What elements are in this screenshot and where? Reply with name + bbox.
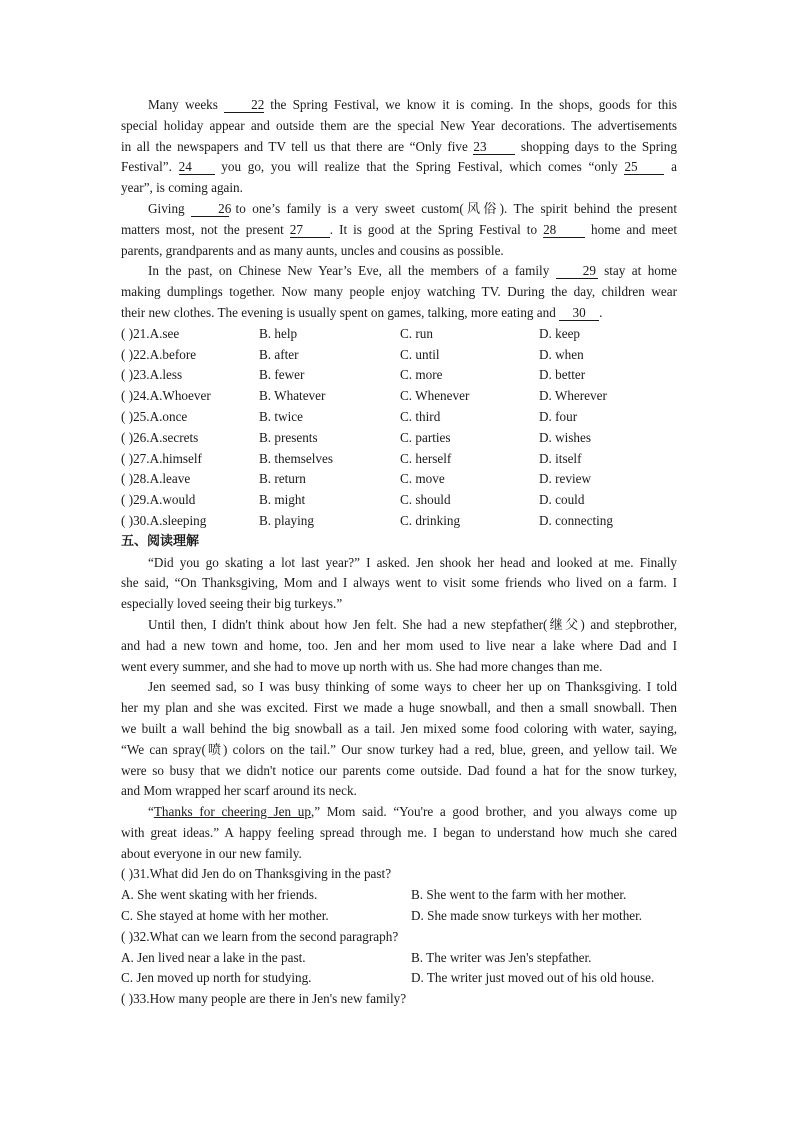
option-d[interactable]: D. review: [539, 471, 591, 487]
text: the Spring Festival, we know it is coming. In the shops, goods for this: [264, 97, 677, 112]
option-row-23: [121, 365, 677, 386]
text: In the past, on Chinese New Year’s Eve, all the members of a family: [148, 263, 556, 279]
text: home and meet: [585, 221, 678, 237]
reading-line: especially loved seeing their big turkeys.”: [121, 596, 343, 612]
option-d[interactable]: D. She made snow turkeys with her mother.: [411, 908, 643, 924]
reading-line: she said, “On Thanksgiving, Mom and I always went to visit some friends who lived on a farm. I: [121, 575, 677, 591]
option-d[interactable]: D. Wherever: [539, 388, 607, 404]
option-c[interactable]: C. Jen moved up north for studying.: [121, 970, 312, 986]
text: you go, you will realize that the Spring Festival, which comes “only: [214, 159, 625, 175]
text: Many weeks: [148, 97, 225, 112]
underlined-phrase: Thanks for cheering Jen up: [153, 804, 311, 820]
option-a[interactable]: ( )30.A.sleeping: [121, 512, 207, 528]
option-b[interactable]: B. themselves: [259, 450, 333, 466]
blank-23: 23: [473, 139, 515, 155]
option-d[interactable]: D. could: [539, 492, 585, 508]
text: Giving: [148, 200, 192, 216]
option-b[interactable]: B. return: [259, 471, 306, 487]
option-d[interactable]: D. keep: [539, 325, 581, 341]
question-32-stem: ( )32.What can we learn from the second paragraph?: [121, 928, 399, 944]
text: “: [148, 804, 154, 820]
reading-line: Until then, I didn't think about how Jen felt. She had a new stepfather(继父) and stepbrother,: [148, 616, 677, 632]
reading-line: Jen seemed sad, so I was busy thinking of some ways to cheer her up on Thanksgiving. I told: [148, 679, 677, 695]
cloze-p2-line1: [121, 199, 677, 220]
option-c[interactable]: C. run: [400, 325, 433, 341]
option-row-30: [121, 511, 677, 532]
option-b[interactable]: B. presents: [259, 429, 318, 445]
option-row-29: [121, 490, 677, 511]
option-b[interactable]: B. twice: [259, 408, 303, 424]
option-a[interactable]: ( )27.A.himself: [121, 450, 202, 466]
option-c[interactable]: C. Whenever: [400, 388, 470, 404]
option-b[interactable]: B. Whatever: [259, 388, 326, 404]
option-c[interactable]: C. drinking: [400, 512, 461, 528]
option-b[interactable]: B. The writer was Jen's stepfather.: [411, 949, 592, 965]
option-c[interactable]: C. parties: [400, 429, 451, 445]
option-a[interactable]: ( )21.A.see: [121, 325, 180, 341]
reading-line: and had a new town and home, too. Jen and her mom used to live near a lake where Dad and I: [121, 637, 677, 653]
cloze-p2-line3: parents, grandparents and as many aunts, uncles and cousins as possible.: [121, 242, 504, 258]
option-b[interactable]: B. help: [259, 325, 298, 341]
cloze-p1-line3: [121, 137, 677, 158]
option-d[interactable]: D. The writer just moved out of his old house.: [411, 970, 655, 986]
reading-line: went every summer, and she had to move up north with us. She had more changes than me.: [121, 658, 603, 674]
option-d[interactable]: D. when: [539, 346, 584, 362]
text: stay at home: [597, 263, 678, 279]
exam-page: [121, 95, 677, 1010]
option-c[interactable]: C. move: [400, 471, 445, 487]
option-d[interactable]: D. connecting: [539, 512, 613, 528]
cloze-p3-line1: [121, 261, 677, 282]
blank-24: 24: [179, 159, 215, 175]
cloze-options: [121, 324, 677, 532]
option-a[interactable]: ( )22.A.before: [121, 346, 197, 362]
question-31-options-ab: [121, 885, 677, 906]
option-a[interactable]: A. Jen lived near a lake in the past.: [121, 949, 306, 965]
blank-26: 26: [191, 201, 229, 217]
option-c[interactable]: C. third: [400, 408, 441, 424]
blank-22: 22: [224, 97, 264, 113]
option-row-28: [121, 469, 677, 490]
option-c[interactable]: C. should: [400, 492, 451, 508]
reading-line: with great ideas.” A happy feeling spread through me. I began to understand how much she cared: [121, 824, 677, 840]
cloze-p1-line4: [121, 157, 677, 178]
option-row-26: [121, 428, 677, 449]
option-row-22: [121, 345, 677, 366]
reading-last-para-line1: [121, 802, 677, 823]
text: to one’s family is a very sweet custom(风俗). The spirit behind the present: [229, 200, 677, 216]
option-row-27: [121, 449, 677, 470]
text: shopping days to the Spring: [515, 138, 677, 154]
option-a[interactable]: ( )24.A.Whoever: [121, 388, 211, 404]
option-row-25: [121, 407, 677, 428]
cloze-p3-line2: making dumplings together. Now many people enjoy watching TV. During the day, children wear: [121, 284, 677, 300]
cloze-p1-line1: [121, 95, 677, 116]
cloze-p1-line2: special holiday appear and outside them are the special New Year decorations. The advertisements: [121, 117, 677, 133]
option-b[interactable]: B. after: [259, 346, 299, 362]
text: a: [664, 159, 677, 175]
cloze-p2-line2: [121, 220, 677, 241]
option-d[interactable]: D. itself: [539, 450, 582, 466]
question-31-options-cd: [121, 906, 677, 927]
reading-line: “Did you go skating a lot last year?” I asked. Jen shook her head and looked at me. Finally: [148, 554, 677, 570]
option-a[interactable]: ( )29.A.would: [121, 492, 196, 508]
question-31-stem: ( )31.What did Jen do on Thanksgiving in the past?: [121, 866, 392, 882]
cloze-p3-line3: [121, 303, 677, 324]
text: matters most, not the present: [121, 221, 290, 237]
reading-line: we built a wall behind the big snowball as a tail. Jen mixed some food coloring with water, saying,: [121, 720, 677, 736]
blank-27: 27: [290, 222, 330, 238]
reading-line: and Mom wrapped her scarf around its neck.: [121, 783, 357, 799]
option-a[interactable]: A. She went skating with her friends.: [121, 887, 318, 903]
text: . It is good at the Spring Festival to: [329, 221, 544, 237]
question-33-stem: ( )33.How many people are there in Jen's new family?: [121, 991, 407, 1007]
option-row-21: [121, 324, 677, 345]
option-b[interactable]: B. She went to the farm with her mother.: [411, 887, 627, 903]
option-b[interactable]: B. playing: [259, 512, 314, 528]
option-row-24: [121, 386, 677, 407]
reading-line: about everyone in our new family.: [121, 845, 302, 861]
question-32-options-cd: [121, 968, 677, 989]
text: in all the newspapers and TV tell us that there are “Only five: [121, 138, 474, 154]
text: their new clothes. The evening is usually spent on games, talking, more eating and: [121, 304, 560, 320]
blank-25: 25: [624, 159, 664, 175]
reading-line: “We can spray(喷) colors on the tail.” Our snow turkey had a red, blue, green, and yellow tail. We: [121, 741, 677, 757]
blank-30: 30: [559, 305, 599, 321]
option-b[interactable]: B. might: [259, 492, 306, 508]
option-b[interactable]: B. fewer: [259, 367, 305, 383]
option-a[interactable]: ( )23.A.less: [121, 367, 183, 383]
option-a[interactable]: ( )26.A.secrets: [121, 429, 199, 445]
option-c[interactable]: C. herself: [400, 450, 452, 466]
text: .: [599, 304, 603, 320]
reading-line: were so busy that we didn't notice our parents come outside. Dad found a hat for the snow turkey,: [121, 762, 677, 778]
text: Festival”.: [121, 159, 179, 175]
option-d[interactable]: D. better: [539, 367, 586, 383]
text: ,” Mom said. “You're a good brother, and you always come up: [310, 804, 677, 820]
section-heading: 五、阅读理解: [121, 533, 200, 549]
option-d[interactable]: D. wishes: [539, 429, 592, 445]
option-c[interactable]: C. more: [400, 367, 443, 383]
option-d[interactable]: D. four: [539, 408, 578, 424]
option-a[interactable]: ( )25.A.once: [121, 408, 188, 424]
blank-29: 29: [556, 263, 598, 279]
option-c[interactable]: C. until: [400, 346, 440, 362]
cloze-p1-line5: year”, is coming again.: [121, 180, 243, 196]
reading-line: her my plan and she was excited. First we made a huge snowball, and then a small snowball. Then: [121, 700, 677, 716]
blank-28: 28: [543, 222, 585, 238]
option-a[interactable]: ( )28.A.leave: [121, 471, 191, 487]
option-c[interactable]: C. She stayed at home with her mother.: [121, 908, 329, 924]
question-32-options-ab: [121, 948, 677, 969]
